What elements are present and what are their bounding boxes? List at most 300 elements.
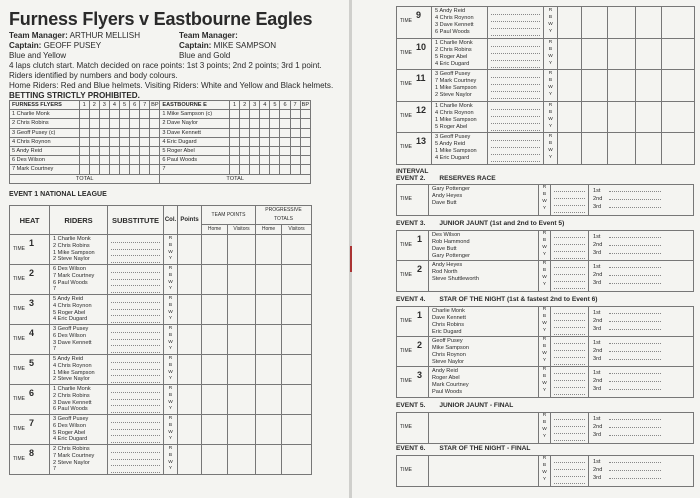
placings-cell[interactable] <box>589 261 693 291</box>
points-cell[interactable] <box>662 38 695 70</box>
substitute-line[interactable] <box>554 374 585 381</box>
score-cell[interactable] <box>270 128 280 137</box>
substitute-line[interactable] <box>491 92 540 99</box>
points-cell[interactable] <box>228 325 256 355</box>
substitute-line[interactable] <box>111 326 160 333</box>
score-cell[interactable] <box>150 146 160 155</box>
placings-cell[interactable] <box>589 185 693 215</box>
points-cell[interactable] <box>228 415 256 445</box>
points-cell[interactable] <box>608 7 636 39</box>
points-cell[interactable] <box>178 295 202 325</box>
substitute-cell[interactable] <box>488 70 544 102</box>
substitute-cell[interactable] <box>108 355 164 385</box>
substitute-line[interactable] <box>111 236 160 243</box>
points-cell[interactable] <box>282 265 312 295</box>
points-cell[interactable] <box>256 265 282 295</box>
substitute-line[interactable] <box>554 275 585 282</box>
substitute-line[interactable] <box>554 456 585 463</box>
score-cell[interactable] <box>140 128 150 137</box>
score-cell[interactable] <box>260 110 270 119</box>
score-cell[interactable] <box>99 137 109 146</box>
score-cell[interactable] <box>109 156 119 165</box>
score-cell[interactable] <box>150 156 160 165</box>
substitute-line[interactable] <box>491 134 540 141</box>
placing-line[interactable] <box>593 423 693 431</box>
score-cell[interactable] <box>280 119 290 128</box>
score-cell[interactable] <box>280 146 290 155</box>
score-cell[interactable] <box>140 156 150 165</box>
substitute-cell[interactable] <box>488 101 544 133</box>
substitute-line[interactable] <box>554 282 585 289</box>
substitute-line[interactable] <box>491 61 540 68</box>
points-cell[interactable] <box>558 101 582 133</box>
substitute-cell[interactable] <box>488 7 544 39</box>
placing-blank[interactable] <box>609 423 661 428</box>
substitute-line[interactable] <box>554 337 585 344</box>
score-cell[interactable] <box>260 146 270 155</box>
placing-blank[interactable] <box>609 309 661 314</box>
points-cell[interactable] <box>662 133 695 165</box>
substitute-line[interactable] <box>491 117 540 124</box>
score-cell[interactable] <box>120 137 130 146</box>
substitute-line[interactable] <box>554 307 585 314</box>
score-cell[interactable] <box>300 156 310 165</box>
score-cell[interactable] <box>250 128 260 137</box>
substitute-line[interactable] <box>111 280 160 287</box>
substitute-line[interactable] <box>554 192 585 199</box>
score-cell[interactable] <box>99 156 109 165</box>
substitute-cell[interactable] <box>108 325 164 355</box>
placings-cell[interactable] <box>589 413 693 443</box>
substitute-line[interactable] <box>111 296 160 303</box>
score-cell[interactable] <box>140 146 150 155</box>
substitute-line[interactable] <box>554 199 585 206</box>
score-cell[interactable] <box>79 137 89 146</box>
score-cell[interactable] <box>79 165 89 174</box>
points-cell[interactable] <box>202 445 228 475</box>
placing-line[interactable] <box>593 271 693 279</box>
substitute-line[interactable] <box>111 436 160 443</box>
substitute-line[interactable] <box>491 85 540 92</box>
points-cell[interactable] <box>558 7 582 39</box>
points-cell[interactable] <box>228 295 256 325</box>
score-cell[interactable] <box>230 146 240 155</box>
substitute-line[interactable] <box>554 344 585 351</box>
score-cell[interactable] <box>130 156 140 165</box>
score-cell[interactable] <box>130 119 140 128</box>
placing-blank[interactable] <box>609 474 661 479</box>
substitute-line[interactable] <box>491 110 540 117</box>
points-cell[interactable] <box>178 445 202 475</box>
placing-blank[interactable] <box>609 347 661 352</box>
score-cell[interactable] <box>230 128 240 137</box>
substitute-line[interactable] <box>554 231 585 238</box>
score-cell[interactable] <box>130 110 140 119</box>
substitute-line[interactable] <box>554 381 585 388</box>
score-cell[interactable] <box>280 110 290 119</box>
placing-line[interactable] <box>593 347 693 355</box>
placing-blank[interactable] <box>609 339 661 344</box>
points-cell[interactable] <box>202 325 228 355</box>
score-cell[interactable] <box>260 137 270 146</box>
substitute-cell[interactable] <box>108 265 164 295</box>
substitute-line[interactable] <box>111 423 160 430</box>
substitute-line[interactable] <box>554 268 585 275</box>
score-cell[interactable] <box>120 128 130 137</box>
placing-blank[interactable] <box>609 415 661 420</box>
points-cell[interactable] <box>202 385 228 415</box>
score-cell[interactable] <box>300 165 310 174</box>
placing-blank[interactable] <box>609 317 661 322</box>
points-cell[interactable] <box>282 325 312 355</box>
score-cell[interactable] <box>270 119 280 128</box>
points-cell[interactable] <box>282 415 312 445</box>
score-cell[interactable] <box>99 110 109 119</box>
score-cell[interactable] <box>230 165 240 174</box>
points-cell[interactable] <box>582 101 608 133</box>
score-cell[interactable] <box>290 128 300 137</box>
substitute-line[interactable] <box>491 54 540 61</box>
score-cell[interactable] <box>89 128 99 137</box>
score-cell[interactable] <box>240 146 250 155</box>
placing-line[interactable] <box>593 309 693 317</box>
substitute-cell[interactable] <box>551 231 589 260</box>
placing-line[interactable] <box>593 279 693 287</box>
score-cell[interactable] <box>240 128 250 137</box>
substitute-line[interactable] <box>554 434 585 441</box>
score-cell[interactable] <box>150 128 160 137</box>
points-cell[interactable] <box>178 385 202 415</box>
score-cell[interactable] <box>89 119 99 128</box>
score-cell[interactable] <box>300 128 310 137</box>
substitute-line[interactable] <box>554 427 585 434</box>
points-cell[interactable] <box>636 101 662 133</box>
placing-blank[interactable] <box>609 369 661 374</box>
substitute-line[interactable] <box>111 250 160 257</box>
points-cell[interactable] <box>178 355 202 385</box>
score-cell[interactable] <box>89 165 99 174</box>
score-cell[interactable] <box>89 156 99 165</box>
points-cell[interactable] <box>256 235 282 265</box>
points-cell[interactable] <box>202 235 228 265</box>
score-cell[interactable] <box>109 165 119 174</box>
points-cell[interactable] <box>256 415 282 445</box>
score-cell[interactable] <box>230 137 240 146</box>
score-cell[interactable] <box>130 137 140 146</box>
points-cell[interactable] <box>558 38 582 70</box>
points-cell[interactable] <box>636 7 662 39</box>
substitute-line[interactable] <box>491 40 540 47</box>
placing-blank[interactable] <box>609 187 661 192</box>
points-cell[interactable] <box>256 355 282 385</box>
score-cell[interactable] <box>260 119 270 128</box>
substitute-line[interactable] <box>554 238 585 245</box>
score-cell[interactable] <box>109 110 119 119</box>
substitute-line[interactable] <box>554 388 585 395</box>
substitute-line[interactable] <box>554 477 585 484</box>
score-cell[interactable] <box>79 146 89 155</box>
substitute-line[interactable] <box>111 273 160 280</box>
substitute-line[interactable] <box>491 78 540 85</box>
score-cell[interactable] <box>240 119 250 128</box>
score-cell[interactable] <box>140 110 150 119</box>
score-cell[interactable] <box>109 146 119 155</box>
placing-blank[interactable] <box>609 325 661 330</box>
substitute-line[interactable] <box>111 406 160 413</box>
score-cell[interactable] <box>150 110 160 119</box>
score-cell[interactable] <box>120 156 130 165</box>
placing-line[interactable] <box>593 233 693 241</box>
placing-blank[interactable] <box>609 233 661 238</box>
score-cell[interactable] <box>260 156 270 165</box>
substitute-cell[interactable] <box>551 413 589 443</box>
substitute-cell[interactable] <box>551 261 589 291</box>
substitute-line[interactable] <box>491 29 540 36</box>
score-cell[interactable] <box>150 119 160 128</box>
score-cell[interactable] <box>290 119 300 128</box>
score-cell[interactable] <box>240 137 250 146</box>
substitute-line[interactable] <box>111 466 160 473</box>
points-cell[interactable] <box>662 101 695 133</box>
placing-blank[interactable] <box>609 241 661 246</box>
score-cell[interactable] <box>109 128 119 137</box>
substitute-line[interactable] <box>554 351 585 358</box>
placing-line[interactable] <box>593 317 693 325</box>
score-cell[interactable] <box>260 128 270 137</box>
substitute-line[interactable] <box>491 71 540 78</box>
score-cell[interactable] <box>270 137 280 146</box>
score-cell[interactable] <box>250 156 260 165</box>
score-cell[interactable] <box>89 110 99 119</box>
points-cell[interactable] <box>608 133 636 165</box>
placing-line[interactable] <box>593 385 693 393</box>
substitute-line[interactable] <box>554 206 585 213</box>
placing-line[interactable] <box>593 474 693 482</box>
points-cell[interactable] <box>608 101 636 133</box>
points-cell[interactable] <box>282 355 312 385</box>
score-cell[interactable] <box>290 110 300 119</box>
score-cell[interactable] <box>79 110 89 119</box>
score-cell[interactable] <box>79 128 89 137</box>
placing-line[interactable] <box>593 263 693 271</box>
score-cell[interactable] <box>270 156 280 165</box>
placing-blank[interactable] <box>609 355 661 360</box>
score-cell[interactable] <box>240 110 250 119</box>
substitute-line[interactable] <box>554 470 585 477</box>
points-cell[interactable] <box>228 235 256 265</box>
substitute-line[interactable] <box>111 340 160 347</box>
placing-blank[interactable] <box>609 203 661 208</box>
points-cell[interactable] <box>178 235 202 265</box>
score-cell[interactable] <box>280 137 290 146</box>
points-cell[interactable] <box>202 415 228 445</box>
score-cell[interactable] <box>290 137 300 146</box>
score-cell[interactable] <box>250 146 260 155</box>
points-cell[interactable] <box>256 295 282 325</box>
substitute-line[interactable] <box>111 303 160 310</box>
placing-line[interactable] <box>593 369 693 377</box>
substitute-line[interactable] <box>554 367 585 374</box>
points-cell[interactable] <box>636 38 662 70</box>
placing-line[interactable] <box>593 377 693 385</box>
points-cell[interactable] <box>228 445 256 475</box>
substitute-line[interactable] <box>111 416 160 423</box>
substitute-line[interactable] <box>111 453 160 460</box>
substitute-line[interactable] <box>554 358 585 365</box>
points-cell[interactable] <box>282 445 312 475</box>
score-cell[interactable] <box>140 165 150 174</box>
points-cell[interactable] <box>636 133 662 165</box>
score-cell[interactable] <box>280 165 290 174</box>
substitute-line[interactable] <box>111 333 160 340</box>
score-cell[interactable] <box>250 137 260 146</box>
placings-cell[interactable] <box>589 337 693 366</box>
substitute-line[interactable] <box>111 386 160 393</box>
score-cell[interactable] <box>250 165 260 174</box>
placing-line[interactable] <box>593 203 693 211</box>
substitute-line[interactable] <box>111 363 160 370</box>
placing-line[interactable] <box>593 458 693 466</box>
substitute-line[interactable] <box>111 400 160 407</box>
score-cell[interactable] <box>270 110 280 119</box>
score-cell[interactable] <box>89 137 99 146</box>
substitute-line[interactable] <box>111 376 160 383</box>
substitute-cell[interactable] <box>108 295 164 325</box>
substitute-line[interactable] <box>554 245 585 252</box>
score-cell[interactable] <box>290 165 300 174</box>
points-cell[interactable] <box>582 38 608 70</box>
points-cell[interactable] <box>558 70 582 102</box>
placings-cell[interactable] <box>589 307 693 336</box>
substitute-line[interactable] <box>111 310 160 317</box>
substitute-cell[interactable] <box>551 367 589 397</box>
points-cell[interactable] <box>582 133 608 165</box>
substitute-line[interactable] <box>491 155 540 162</box>
score-cell[interactable] <box>140 119 150 128</box>
score-cell[interactable] <box>270 146 280 155</box>
points-cell[interactable] <box>282 295 312 325</box>
substitute-line[interactable] <box>111 266 160 273</box>
substitute-line[interactable] <box>111 316 160 323</box>
points-cell[interactable] <box>582 7 608 39</box>
substitute-cell[interactable] <box>108 445 164 475</box>
points-cell[interactable] <box>256 445 282 475</box>
score-cell[interactable] <box>290 156 300 165</box>
placing-blank[interactable] <box>609 458 661 463</box>
placing-line[interactable] <box>593 325 693 333</box>
placing-blank[interactable] <box>609 377 661 382</box>
placing-blank[interactable] <box>609 279 661 284</box>
placing-line[interactable] <box>593 195 693 203</box>
substitute-cell[interactable] <box>108 235 164 265</box>
points-cell[interactable] <box>228 355 256 385</box>
points-cell[interactable] <box>178 265 202 295</box>
placing-blank[interactable] <box>609 271 661 276</box>
score-cell[interactable] <box>130 165 140 174</box>
score-cell[interactable] <box>300 146 310 155</box>
score-cell[interactable] <box>300 137 310 146</box>
substitute-line[interactable] <box>491 15 540 22</box>
substitute-line[interactable] <box>111 460 160 467</box>
score-cell[interactable] <box>300 110 310 119</box>
score-cell[interactable] <box>270 165 280 174</box>
score-cell[interactable] <box>99 165 109 174</box>
substitute-line[interactable] <box>554 185 585 192</box>
substitute-line[interactable] <box>491 148 540 155</box>
substitute-line[interactable] <box>111 243 160 250</box>
points-cell[interactable] <box>228 265 256 295</box>
score-cell[interactable] <box>109 137 119 146</box>
substitute-line[interactable] <box>111 393 160 400</box>
points-cell[interactable] <box>256 325 282 355</box>
substitute-line[interactable] <box>111 370 160 377</box>
score-cell[interactable] <box>230 156 240 165</box>
placing-line[interactable] <box>593 249 693 257</box>
points-cell[interactable] <box>202 355 228 385</box>
points-cell[interactable] <box>256 385 282 415</box>
substitute-line[interactable] <box>111 446 160 453</box>
score-cell[interactable] <box>140 137 150 146</box>
substitute-cell[interactable] <box>551 185 589 215</box>
score-cell[interactable] <box>260 165 270 174</box>
score-cell[interactable] <box>99 146 109 155</box>
substitute-cell[interactable] <box>551 337 589 366</box>
score-cell[interactable] <box>89 146 99 155</box>
score-cell[interactable] <box>240 156 250 165</box>
placings-cell[interactable] <box>589 456 693 486</box>
points-cell[interactable] <box>202 295 228 325</box>
substitute-cell[interactable] <box>108 415 164 445</box>
points-cell[interactable] <box>662 70 695 102</box>
score-cell[interactable] <box>150 137 160 146</box>
score-cell[interactable] <box>290 146 300 155</box>
substitute-line[interactable] <box>491 103 540 110</box>
points-cell[interactable] <box>662 7 695 39</box>
substitute-line[interactable] <box>554 420 585 427</box>
score-cell[interactable] <box>120 165 130 174</box>
substitute-line[interactable] <box>554 463 585 470</box>
score-cell[interactable] <box>280 156 290 165</box>
placing-line[interactable] <box>593 415 693 423</box>
score-cell[interactable] <box>150 165 160 174</box>
score-cell[interactable] <box>280 128 290 137</box>
substitute-cell[interactable] <box>108 385 164 415</box>
score-cell[interactable] <box>109 119 119 128</box>
score-cell[interactable] <box>250 110 260 119</box>
points-cell[interactable] <box>558 133 582 165</box>
points-cell[interactable] <box>228 385 256 415</box>
points-cell[interactable] <box>608 70 636 102</box>
placing-blank[interactable] <box>609 431 661 436</box>
score-cell[interactable] <box>99 128 109 137</box>
placings-cell[interactable] <box>589 231 693 260</box>
substitute-line[interactable] <box>554 328 585 335</box>
placing-line[interactable] <box>593 339 693 347</box>
substitute-line[interactable] <box>111 286 160 293</box>
placing-blank[interactable] <box>609 466 661 471</box>
substitute-line[interactable] <box>491 47 540 54</box>
placing-line[interactable] <box>593 187 693 195</box>
score-cell[interactable] <box>120 146 130 155</box>
substitute-line[interactable] <box>554 252 585 259</box>
substitute-line[interactable] <box>554 314 585 321</box>
substitute-cell[interactable] <box>551 456 589 486</box>
points-cell[interactable] <box>636 70 662 102</box>
placing-line[interactable] <box>593 355 693 363</box>
score-cell[interactable] <box>230 119 240 128</box>
score-cell[interactable] <box>79 156 89 165</box>
placing-line[interactable] <box>593 431 693 439</box>
